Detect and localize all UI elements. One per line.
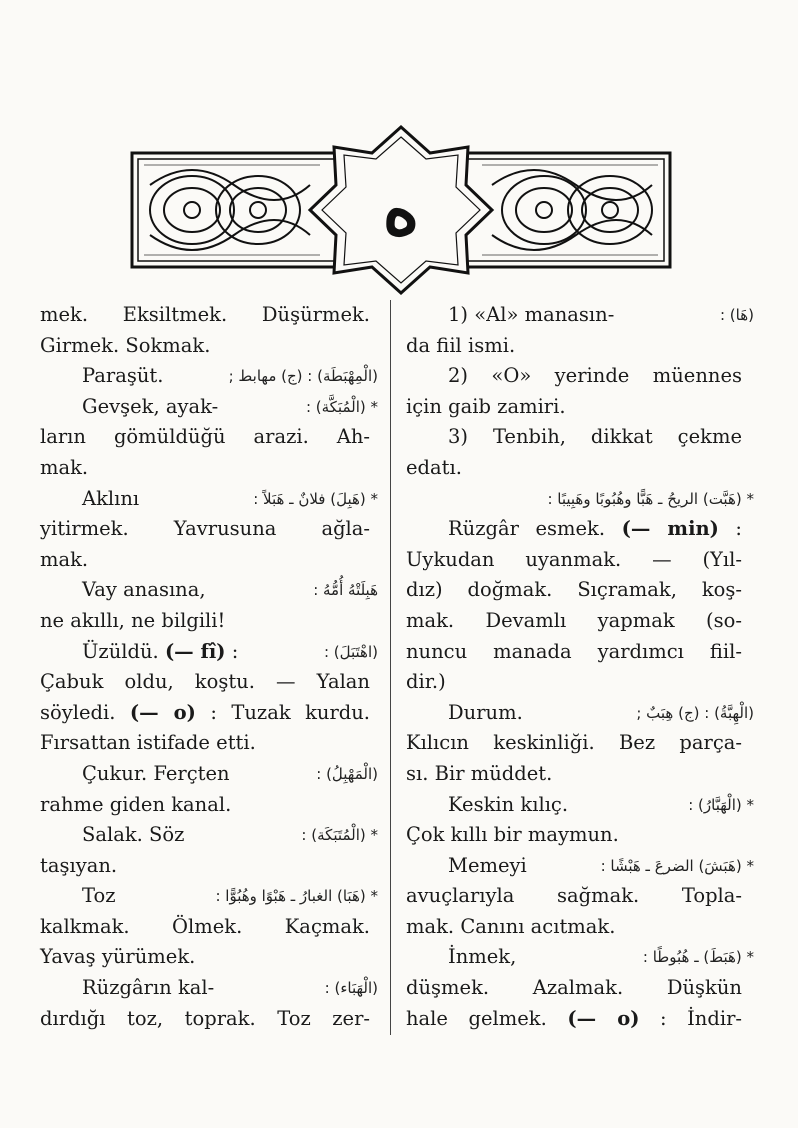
right-line: [406, 851, 754, 882]
arabic-headword: * (الْمُتَبَكَة) :: [301, 826, 378, 845]
arabic-headword: (الْهَبَاء) :: [324, 979, 378, 998]
right-line: [406, 575, 742, 606]
left-line: [40, 606, 370, 637]
left-line: [40, 514, 370, 545]
right-line: [406, 667, 742, 698]
left-line: [40, 331, 370, 362]
arabic-headword: (الْمِهْبَطَة) : (ج) مهابط ;: [228, 367, 378, 386]
right-line: [406, 392, 742, 423]
line-text: düşmek. Azalmak. Düşkün: [406, 976, 742, 1000]
right-line: [406, 545, 742, 576]
line-text: mak.: [40, 547, 89, 571]
line-text: Durum.: [448, 700, 523, 724]
line-text: kalkmak. Ölmek. Kaçmak.: [40, 914, 370, 938]
chapter-header-ornament: [130, 125, 672, 295]
left-line: [40, 881, 378, 912]
line-text: Girmek. Sokmak.: [40, 333, 211, 357]
left-line: [40, 698, 370, 729]
line-text: ne akıllı, ne bilgili!: [40, 608, 226, 632]
chapter-letter: ه: [382, 168, 420, 251]
arabic-headword: (الْهِبَّةُ) : (ج) هِبَبٌ ;: [636, 703, 754, 722]
left-line: [40, 453, 370, 484]
right-line: [406, 331, 742, 362]
arabic-headword: * (هَبَشَ) الضرعَ ـ هَبْشًا :: [600, 856, 754, 875]
arabic-headword: * (هَبِلَ) فلانٌ ـ هَبَلاً :: [253, 489, 378, 508]
line-text: İnmek,: [448, 945, 517, 969]
line-text: edatı.: [406, 455, 462, 479]
arabic-headword: هَبِلَتْهُ أُمُّهُ :: [313, 581, 378, 600]
line-text: Yavaş yürümek.: [40, 945, 196, 969]
line-text: dir.): [406, 670, 446, 694]
line-text: 2) «O» yerinde müennes: [448, 364, 742, 388]
line-text: Üzüldü. (— fî) :: [82, 639, 239, 663]
line-text: Paraşüt.: [82, 364, 164, 388]
line-text: dız) doğmak. Sıçramak, koş-: [406, 578, 742, 602]
line-text: Çok kıllı bir maymun.: [406, 823, 619, 847]
line-text: mak. Devamlı yapmak (so-: [406, 608, 742, 632]
left-line: [40, 484, 378, 515]
line-text: Toz: [82, 884, 116, 908]
line-text: Aklını: [82, 486, 140, 510]
line-text: Vay anasına,: [82, 578, 206, 602]
left-line: [40, 790, 370, 821]
right-line: [406, 973, 742, 1004]
left-line: [40, 422, 370, 453]
arabic-headword: (هَا) :: [719, 306, 754, 324]
line-text: Fırsattan istifade etti.: [40, 731, 256, 755]
line-text: Memeyi: [448, 853, 527, 877]
line-text: hale gelmek. (— o) : İndir-: [406, 1006, 742, 1030]
left-line: [40, 728, 370, 759]
line-text: avuçlarıyla sağmak. Topla-: [406, 884, 742, 908]
right-column: [406, 300, 754, 1034]
right-line: [406, 790, 754, 821]
left-line: [40, 392, 378, 423]
arabic-headword: * (هَبَّت) الريحُ ـ هَبًّا وهُبُوبًا وهَبِيبًا :: [547, 489, 754, 508]
right-line: [406, 453, 742, 484]
left-line: [40, 973, 378, 1004]
arabic-headword: * (هَبَطَ) ـ هُبُوطًا :: [642, 948, 754, 967]
line-text: söyledi. (— o) : Tuzak kurdu.: [40, 700, 371, 724]
line-text: ların gömüldüğü arazi. Ah-: [40, 425, 370, 449]
right-line: [406, 637, 742, 668]
right-line: [406, 942, 754, 973]
left-line: [40, 942, 370, 973]
left-line: [40, 637, 378, 668]
arabic-headword: (الْمَهْبِلُ) :: [316, 764, 378, 783]
left-line: [40, 545, 370, 576]
line-text: da fiil ismi.: [406, 333, 516, 357]
line-text: Kılıcın keskinliği. Bez parça-: [406, 731, 742, 755]
line-text: Rüzgârın kal-: [82, 976, 215, 1000]
right-line: [406, 698, 754, 729]
line-text: Keskin kılıç.: [448, 792, 569, 816]
left-line: [40, 1004, 370, 1035]
line-text: Salak. Söz: [82, 823, 185, 847]
arabic-headword: (اهْتَبَلَ) :: [323, 642, 378, 661]
right-line: [406, 1004, 742, 1035]
line-text: için gaib zamiri.: [406, 394, 566, 418]
left-line: [40, 759, 378, 790]
line-text: yitirmek. Yavrusuna ağla-: [40, 517, 370, 541]
left-column: [40, 300, 378, 1034]
arabic-headword: * (الْهَبَّارُ) :: [688, 795, 754, 814]
left-line: [40, 575, 378, 606]
right-line: [406, 422, 742, 453]
right-line: [406, 728, 742, 759]
line-text: Çabuk oldu, koştu. — Yalan: [40, 670, 370, 694]
right-line: [406, 881, 742, 912]
line-text: Rüzgâr esmek. (— min) :: [448, 517, 742, 541]
arabic-headword: * (الْمُبَكَّة) :: [305, 397, 378, 416]
line-text: mak. Canını acıtmak.: [406, 914, 616, 938]
arabic-headword: * (هَبَا) الغبارُ ـ هَبْوًا وهُبُوًّا :: [215, 887, 378, 906]
line-text: mak.: [40, 455, 89, 479]
right-line: [406, 606, 742, 637]
left-line: [40, 361, 378, 392]
right-line: [406, 300, 754, 331]
line-text: 1) «Al» manasın-: [448, 303, 615, 326]
left-line: [40, 912, 370, 943]
column-divider: [390, 300, 391, 1035]
line-text: nuncu manada yardımcı fiil-: [406, 639, 742, 663]
right-line: [406, 759, 742, 790]
left-line: [40, 820, 378, 851]
left-line: [40, 667, 370, 698]
right-line: [406, 361, 742, 392]
right-line: [406, 514, 742, 545]
line-text: Gevşek, ayak-: [82, 394, 219, 418]
line-text: 3) Tenbih, dikkat çekme: [448, 425, 742, 449]
right-line: [406, 912, 742, 943]
line-text: dırdığı toz, toprak. Toz zer-: [40, 1006, 370, 1030]
line-text: rahme giden kanal.: [40, 792, 232, 816]
left-line: [40, 300, 370, 331]
line-text: mek. Eksiltmek. Düşürmek.: [40, 303, 370, 326]
line-text: sı. Bir müddet.: [406, 761, 553, 785]
right-line: [406, 484, 754, 515]
line-text: taşıyan.: [40, 853, 118, 877]
right-line: [406, 820, 742, 851]
line-text: Uykudan uyanmak. — (Yıl-: [406, 547, 742, 571]
left-line: [40, 851, 370, 882]
line-text: Çukur. Ferçten: [82, 761, 230, 785]
